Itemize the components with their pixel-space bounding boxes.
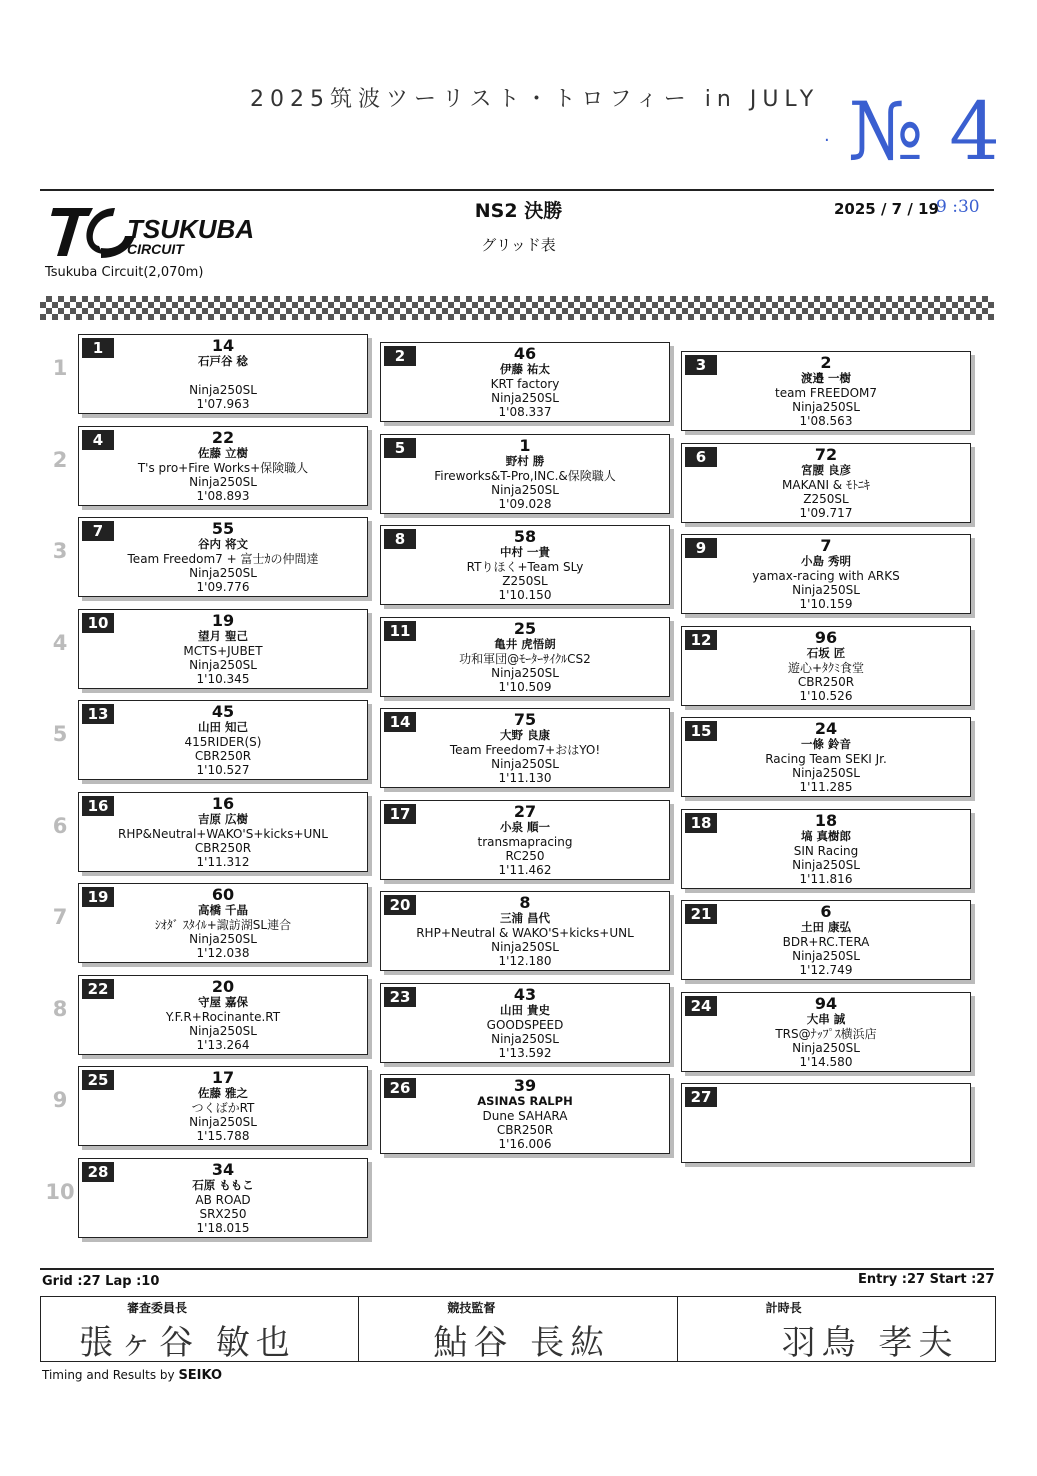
handwritten-signature: 羽鳥 孝夫 — [781, 1323, 959, 1363]
grid-position: 26 — [384, 1078, 416, 1098]
grid-position: 5 — [384, 438, 416, 458]
grid-position: 1 — [82, 338, 114, 358]
car-number: 55 — [211, 519, 235, 538]
machine-name: Ninja250SL — [189, 932, 257, 946]
team-name: Fireworks&T-Pro,INC.&保険職人 — [434, 469, 616, 483]
footer-prefix: Timing and Results by — [42, 1368, 179, 1382]
driver-name: 亀井 虎悟朗 — [494, 637, 556, 651]
grid-slot — [681, 351, 971, 431]
team-name: yamax-racing with ARKS — [752, 569, 900, 583]
grid-position: 21 — [685, 904, 717, 924]
signature-title: 審査委員長 — [127, 1301, 188, 1315]
grid-position: 23 — [384, 987, 416, 1007]
machine-name: Ninja250SL — [792, 858, 860, 872]
grid-row-number: 1 — [52, 356, 68, 380]
team-name: MCTS+JUBET — [183, 644, 263, 658]
svg-text:CIRCUIT: CIRCUIT — [127, 241, 184, 257]
handwritten-time: 9 :30 — [936, 197, 980, 217]
grid-position: 15 — [685, 721, 717, 741]
team-name: 遊心+ﾀｸﾐ食堂 — [787, 661, 865, 675]
team-name: Team Freedom7 + 富士ｶの仲間達 — [127, 552, 319, 566]
machine-name: Ninja250SL — [189, 383, 257, 397]
qualifying-time: 1'09.028 — [498, 497, 552, 511]
driver-name: 大串 誠 — [806, 1012, 846, 1026]
grid-position: 6 — [685, 447, 717, 467]
machine-name: Ninja250SL — [792, 1041, 860, 1055]
driver-name: 佐藤 立樹 — [197, 446, 248, 460]
grid-row-number: 7 — [52, 905, 68, 929]
driver-name: 小島 秀明 — [800, 554, 851, 568]
event-title: 2025筑波ツーリスト・トロフィー in JULY — [250, 87, 820, 112]
team-name: ｼｵﾀﾞ ｽﾀｲﾙ+諏訪湖SL連合 — [154, 918, 292, 932]
driver-name: 小泉 順一 — [499, 820, 550, 834]
team-name: AB ROAD — [195, 1193, 251, 1207]
grid-position: 20 — [384, 895, 416, 915]
footer-credit — [42, 1368, 222, 1383]
driver-name: 吉原 広樹 — [197, 812, 248, 826]
team-name: BDR+RC.TERA — [782, 935, 870, 949]
grid-row-number: 5 — [52, 722, 68, 746]
machine-name: CBR250R — [797, 675, 855, 689]
qualifying-time: 1'09.717 — [799, 506, 853, 520]
car-number: 20 — [211, 977, 235, 996]
checkered-flag-band — [40, 296, 994, 320]
driver-name: 宮腰 良彦 — [800, 463, 851, 477]
grid-row-number: 10 — [45, 1180, 75, 1204]
driver-name: 石原 ももこ — [192, 1178, 254, 1192]
qualifying-time: 1'12.749 — [799, 963, 853, 977]
grid-slot — [78, 1158, 368, 1238]
grid-position: 17 — [384, 804, 416, 824]
qualifying-time: 1'18.015 — [196, 1221, 250, 1235]
driver-name: 三浦 昌代 — [499, 911, 550, 925]
grid-slot — [380, 1074, 670, 1154]
machine-name: Ninja250SL — [189, 566, 257, 580]
grid-slot — [380, 800, 670, 880]
car-number: 17 — [211, 1068, 235, 1087]
grid-row-number: 8 — [52, 997, 68, 1021]
car-number: 45 — [211, 702, 235, 721]
machine-name: Ninja250SL — [491, 666, 559, 680]
machine-name: Z250SL — [803, 492, 849, 506]
grid-position: 16 — [82, 796, 114, 816]
team-name: GOODSPEED — [486, 1018, 564, 1032]
car-number: 43 — [513, 985, 537, 1004]
grid-position: 25 — [82, 1070, 114, 1090]
grid-slot — [380, 617, 670, 697]
svg-text:TSUKUBA: TSUKUBA — [127, 214, 255, 244]
qualifying-time: 1'10.150 — [498, 588, 552, 602]
grid-row-number: 6 — [52, 814, 68, 838]
team-name: Dune SAHARA — [482, 1109, 568, 1123]
grid-position: 27 — [685, 1087, 717, 1107]
entry-start-count: Entry :27 Start :27 — [858, 1272, 995, 1287]
driver-name: 一條 鈴音 — [800, 737, 851, 751]
car-number: 94 — [814, 994, 838, 1013]
grid-position: 3 — [685, 355, 717, 375]
machine-name: Ninja250SL — [189, 658, 257, 672]
driver-name: 高橋 千晶 — [197, 903, 248, 917]
machine-name: Ninja250SL — [189, 475, 257, 489]
team-name: 415RIDER(S) — [184, 735, 262, 749]
car-number: 19 — [211, 611, 235, 630]
driver-name: 守屋 嘉保 — [197, 995, 248, 1009]
race-date: 2025 / 7 / 19 — [834, 200, 939, 218]
car-number: 27 — [513, 802, 537, 821]
grid-position: 11 — [384, 621, 416, 641]
car-number: 22 — [211, 428, 235, 447]
grid-row-number: 9 — [52, 1088, 68, 1112]
car-number: 18 — [814, 811, 838, 830]
machine-name: RC250 — [505, 849, 545, 863]
grid-slot — [78, 334, 368, 414]
car-number: 39 — [513, 1076, 537, 1095]
car-number: 14 — [211, 336, 235, 355]
driver-name: 石坂 匠 — [806, 646, 846, 660]
grid-position: 14 — [384, 712, 416, 732]
grid-slot — [380, 983, 670, 1063]
driver-name: 石戸谷 稔 — [197, 354, 248, 368]
car-number: 2 — [820, 353, 832, 372]
car-number: 1 — [519, 436, 531, 455]
qualifying-time: 1'14.580 — [799, 1055, 853, 1069]
driver-name: 谷内 将文 — [197, 537, 248, 551]
handwritten-signature: 張ヶ谷 敏也 — [79, 1323, 296, 1363]
document-subtitle: グリッド表 — [481, 236, 556, 254]
machine-name: Ninja250SL — [491, 391, 559, 405]
team-name: RTりほく+Team SLy — [466, 560, 584, 574]
grid-slot — [681, 809, 971, 889]
qualifying-time: 1'10.345 — [196, 672, 250, 686]
grid-position: 13 — [82, 704, 114, 724]
qualifying-time: 1'10.527 — [196, 763, 250, 777]
grid-position: 22 — [82, 979, 114, 999]
top-rule — [40, 189, 994, 191]
machine-name: CBR250R — [194, 749, 252, 763]
grid-slot — [380, 525, 670, 605]
grid-row-number: 3 — [52, 539, 68, 563]
team-name: TRS@ﾅｯﾌﾟｽ横浜店 — [775, 1027, 877, 1041]
car-number: 16 — [211, 794, 235, 813]
grid-slot — [78, 700, 368, 780]
handwritten-signature: 鮎谷 長紘 — [433, 1323, 611, 1363]
team-name: Y.F.R+Rocinante.RT — [165, 1010, 281, 1024]
grid-position: 9 — [685, 538, 717, 558]
machine-name: Ninja250SL — [792, 766, 860, 780]
qualifying-time: 1'10.159 — [799, 597, 853, 611]
qualifying-time: 1'10.509 — [498, 680, 552, 694]
grid-lap-count: Grid :27 Lap :10 — [42, 1274, 160, 1289]
driver-name: 望月 聖己 — [197, 629, 248, 643]
qualifying-time: 1'12.180 — [498, 954, 552, 968]
driver-name: 野村 勝 — [505, 454, 545, 468]
grid-slot — [78, 609, 368, 689]
grid-slot — [78, 426, 368, 506]
signature-table — [40, 1296, 996, 1362]
team-name: MAKANI & ﾓﾄﾆｷ — [782, 478, 870, 492]
grid-position: 4 — [82, 430, 114, 450]
qualifying-time: 1'09.776 — [196, 580, 250, 594]
car-number: 75 — [513, 710, 537, 729]
driver-name: 伊藤 祐太 — [499, 362, 550, 376]
grid-slot — [380, 891, 670, 971]
machine-name: Ninja250SL — [792, 583, 860, 597]
team-name: transmapracing — [477, 835, 573, 849]
grid-slot — [78, 883, 368, 963]
car-number: 46 — [513, 344, 537, 363]
team-name: T's pro+Fire Works+保険職人 — [137, 461, 309, 475]
machine-name: Ninja250SL — [491, 483, 559, 497]
signature-title: 計時長 — [765, 1301, 802, 1315]
driver-name: 塙 真樹郎 — [800, 829, 851, 843]
car-number: 7 — [820, 536, 832, 555]
summary-rule — [40, 1268, 994, 1270]
team-name: team FREEDOM7 — [774, 386, 878, 400]
qualifying-time: 1'10.526 — [799, 689, 853, 703]
grid-position: 18 — [685, 813, 717, 833]
car-number: 96 — [814, 628, 838, 647]
seiko-brand: SEIKO — [178, 1368, 223, 1383]
driver-name: ASINAS RALPH — [477, 1094, 573, 1108]
machine-name: Z250SL — [502, 574, 548, 588]
grid-slot — [681, 717, 971, 797]
machine-name: Ninja250SL — [189, 1115, 257, 1129]
car-number: 60 — [211, 885, 235, 904]
team-name: KRT factory — [490, 377, 560, 391]
machine-name: SRX250 — [199, 1207, 247, 1221]
grid-position: 24 — [685, 996, 717, 1016]
qualifying-time: 1'11.816 — [799, 872, 853, 886]
machine-name: Ninja250SL — [491, 1032, 559, 1046]
grid-slot — [78, 517, 368, 597]
qualifying-time: 1'11.312 — [196, 855, 250, 869]
qualifying-time: 1'12.038 — [196, 946, 250, 960]
team-name: つくばかRT — [191, 1101, 255, 1115]
grid-position: 12 — [685, 630, 717, 650]
car-number: 25 — [513, 619, 537, 638]
qualifying-time: 1'11.130 — [498, 771, 552, 785]
qualifying-time: 1'13.592 — [498, 1046, 552, 1060]
handwritten-sheet-number: № 4 — [848, 85, 1001, 178]
grid-slot — [681, 900, 971, 980]
grid-slot — [380, 708, 670, 788]
machine-name: Ninja250SL — [491, 757, 559, 771]
machine-name: Ninja250SL — [792, 400, 860, 414]
machine-name: CBR250R — [194, 841, 252, 855]
grid-position: 8 — [384, 529, 416, 549]
car-number: 6 — [820, 902, 832, 921]
driver-name: 佐藤 雅之 — [197, 1086, 248, 1100]
race-title: NS2 決勝 — [474, 200, 563, 222]
car-number: 24 — [814, 719, 838, 738]
team-name: Team Freedom7+おはYO! — [449, 743, 601, 757]
grid-slot — [681, 992, 971, 1072]
ink-dot: · — [824, 130, 830, 151]
grid-position: 19 — [82, 887, 114, 907]
car-number: 34 — [211, 1160, 235, 1179]
machine-name: Ninja250SL — [792, 949, 860, 963]
driver-name: 山田 貴史 — [499, 1003, 550, 1017]
qualifying-time: 1'08.893 — [196, 489, 250, 503]
signature-cell-timekeeper — [678, 1297, 995, 1361]
grid-slot — [78, 792, 368, 872]
grid-slot — [681, 534, 971, 614]
team-name: RHP+Neutral & WAKO'S+kicks+UNL — [416, 926, 634, 940]
qualifying-time: 1'13.264 — [196, 1038, 250, 1052]
grid-position: 28 — [82, 1162, 114, 1182]
grid-slot — [681, 1083, 971, 1163]
driver-name: 大野 良康 — [499, 728, 550, 742]
team-name: SIN Racing — [793, 844, 859, 858]
car-number: 58 — [513, 527, 537, 546]
car-number: 72 — [814, 445, 838, 464]
driver-name: 山田 知己 — [197, 720, 248, 734]
qualifying-time: 1'15.788 — [196, 1129, 250, 1143]
team-name: 功和軍団@ﾓｰﾀｰｻｲｸﾙCS2 — [459, 652, 591, 666]
grid-position: 10 — [82, 613, 114, 633]
grid-row-number: 2 — [52, 448, 68, 472]
signature-cell-director — [359, 1297, 677, 1361]
qualifying-time: 1'08.563 — [799, 414, 853, 428]
grid-position: 2 — [384, 346, 416, 366]
grid-slot — [681, 443, 971, 523]
grid-position: 7 — [82, 521, 114, 541]
signature-title: 競技監督 — [447, 1301, 496, 1315]
signature-cell-chairman — [41, 1297, 359, 1361]
circuit-name: Tsukuba Circuit(2,070m) — [45, 265, 204, 280]
grid-slot — [380, 434, 670, 514]
machine-name: Ninja250SL — [189, 1024, 257, 1038]
driver-name: 渡邉 一樹 — [800, 371, 851, 385]
grid-slot — [380, 342, 670, 422]
grid-slot — [78, 1066, 368, 1146]
driver-name: 中村 一貴 — [499, 545, 550, 559]
car-number: 8 — [519, 893, 531, 912]
team-name: Racing Team SEKI Jr. — [765, 752, 887, 766]
team-name: RHP&Neutral+WAKO'S+kicks+UNL — [118, 827, 328, 841]
grid-slot — [78, 975, 368, 1055]
driver-name: 土田 康弘 — [800, 920, 851, 934]
grid-row-number: 4 — [52, 631, 68, 655]
qualifying-time: 1'11.462 — [498, 863, 552, 877]
qualifying-time: 1'07.963 — [196, 397, 250, 411]
qualifying-time: 1'11.285 — [799, 780, 853, 794]
qualifying-time: 1'16.006 — [498, 1137, 552, 1151]
qualifying-time: 1'08.337 — [498, 405, 552, 419]
grid-slot — [681, 626, 971, 706]
machine-name: CBR250R — [496, 1123, 554, 1137]
machine-name: Ninja250SL — [491, 940, 559, 954]
